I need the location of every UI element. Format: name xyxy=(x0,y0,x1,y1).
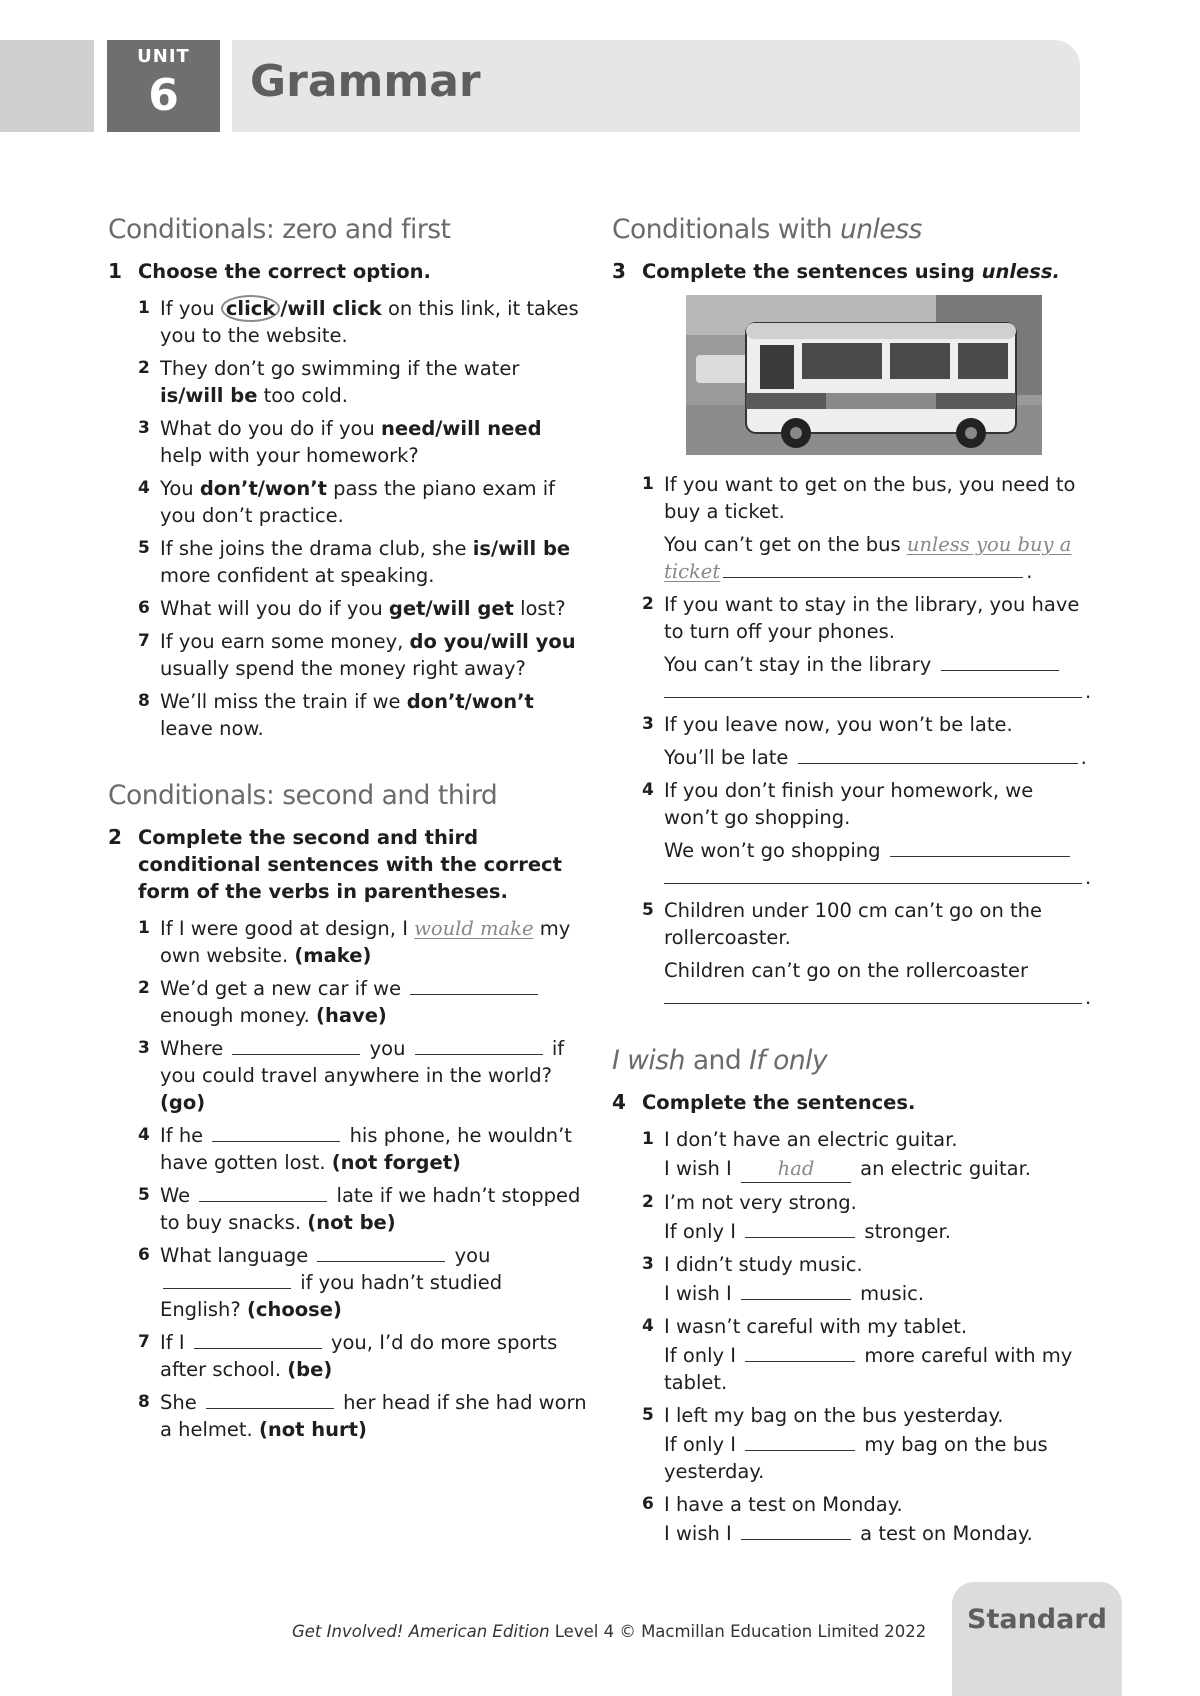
sentence: If you don’t finish your homework, we won’t go shopping. xyxy=(664,779,1034,829)
item-number: 6 xyxy=(138,598,150,618)
item-number: 4 xyxy=(642,1316,654,1336)
list-item xyxy=(108,535,588,589)
text: help with your homework? xyxy=(160,444,419,467)
unit-badge xyxy=(107,40,220,132)
rewrite-line xyxy=(664,1342,1092,1396)
text: Where xyxy=(160,1037,230,1060)
text: We’ll miss the train if we xyxy=(160,690,407,713)
verb-hint: (choose) xyxy=(246,1298,342,1321)
text: stronger. xyxy=(858,1220,951,1243)
text: What language xyxy=(160,1244,315,1267)
left-column xyxy=(108,212,588,1449)
item-text xyxy=(664,711,1092,771)
text: my own website. xyxy=(160,917,571,967)
list-item xyxy=(612,1189,1092,1245)
item-text xyxy=(664,591,1092,705)
level-label: Standard xyxy=(967,1604,1107,1635)
section-title xyxy=(612,1043,1092,1079)
exercise-1-list xyxy=(108,295,588,742)
text: leave now. xyxy=(160,717,264,740)
list-item xyxy=(108,1242,588,1323)
exercise-2-list xyxy=(108,915,588,1443)
bus-photo xyxy=(686,295,1042,455)
list-item xyxy=(108,688,588,742)
unit-label: UNIT xyxy=(137,46,190,67)
item-number: 1 xyxy=(138,918,150,938)
list-item xyxy=(108,475,588,529)
item-number: 6 xyxy=(642,1494,654,1514)
item-number: 4 xyxy=(642,780,654,800)
text: lost? xyxy=(513,597,566,620)
item-number: 2 xyxy=(642,1192,654,1212)
text: If only I xyxy=(664,1433,743,1456)
item-number: 7 xyxy=(138,631,150,651)
rewrite-line: You can’t get on the bus unless you buy a ticket . xyxy=(664,533,1072,583)
rewrite-line: You’ll be late . xyxy=(664,746,1087,769)
item-text xyxy=(160,1242,588,1323)
handwritten-answer[interactable]: would make xyxy=(414,917,534,940)
answer-blank[interactable] xyxy=(664,865,1082,884)
text: music. xyxy=(853,1282,925,1305)
circled-option[interactable]: click xyxy=(221,295,280,322)
list-item xyxy=(612,777,1092,891)
text: If only I xyxy=(664,1220,743,1243)
title-text: and xyxy=(684,1045,750,1076)
rewrite-line xyxy=(664,1155,1092,1183)
text: You can’t stay in the library xyxy=(664,653,938,676)
item-number: 1 xyxy=(642,1129,654,1149)
list-item xyxy=(108,1035,588,1116)
text: my bag on the bus yesterday. xyxy=(664,1433,1048,1483)
answer-blank[interactable] xyxy=(745,1432,855,1451)
list-item xyxy=(612,1251,1092,1307)
answer-blank[interactable] xyxy=(664,679,1082,698)
verb-hint: (not be) xyxy=(307,1211,396,1234)
option[interactable]: don’t/won’t xyxy=(406,690,534,713)
sentence: If you want to get on the bus, you need to buy a ticket. xyxy=(664,473,1076,523)
item-text xyxy=(160,915,588,969)
item-text xyxy=(160,475,588,529)
handwritten-answer[interactable]: had xyxy=(741,1155,851,1183)
text: If I were good at design, I xyxy=(160,917,415,940)
sentence: I wasn’t careful with my tablet. xyxy=(664,1315,968,1338)
verb-hint: (go) xyxy=(160,1091,206,1114)
item-number: 6 xyxy=(138,1245,150,1265)
header-bar xyxy=(232,40,1080,132)
text: We’d get a new car if we xyxy=(160,977,408,1000)
title-emphasis: unless xyxy=(839,214,922,245)
unit-number: 6 xyxy=(148,70,179,121)
answer-blank[interactable] xyxy=(745,1343,855,1362)
page-title: Grammar xyxy=(250,56,481,107)
item-text xyxy=(160,975,588,1029)
sentence: Children under 100 cm can’t go on the rollercoaster. xyxy=(664,899,1043,949)
text: If you earn some money, xyxy=(160,630,410,653)
exercise-4-list xyxy=(612,1126,1092,1547)
exercise-heading xyxy=(612,258,1092,285)
item-text xyxy=(160,415,588,469)
text: if you could travel anywhere in the world? xyxy=(160,1037,565,1087)
sentence: I’m not very strong. xyxy=(664,1191,857,1214)
title-emphasis: If only xyxy=(749,1045,828,1076)
text: If you xyxy=(160,297,221,320)
answer-blank[interactable] xyxy=(741,1521,851,1540)
list-item xyxy=(108,1122,588,1176)
list-item xyxy=(108,1182,588,1236)
list-item xyxy=(108,295,588,349)
text: Complete the sentences using xyxy=(642,260,982,283)
handwritten-answer[interactable]: unless you buy a ticket xyxy=(664,533,1072,583)
answer-blank[interactable] xyxy=(415,1036,543,1055)
text: more confident at speaking. xyxy=(160,564,435,587)
text: I wish I xyxy=(664,1282,738,1305)
bus-illustration xyxy=(686,295,1042,455)
text: We xyxy=(160,1184,197,1207)
item-number: 8 xyxy=(138,1392,150,1412)
text: you xyxy=(448,1244,491,1267)
rewrite-line xyxy=(664,1218,1092,1245)
text: enough money. xyxy=(160,1004,317,1027)
answer-blank[interactable] xyxy=(664,985,1082,1004)
item-text xyxy=(664,1491,1092,1547)
list-item xyxy=(108,415,588,469)
list-item xyxy=(612,1491,1092,1547)
text: his phone, he wouldn’t have gotten lost. xyxy=(160,1124,572,1174)
option[interactable]: get/will get xyxy=(388,597,514,620)
text: Children can’t go on the rollercoaster xyxy=(664,959,1028,982)
text: on this link, it takes you to the website. xyxy=(160,297,579,347)
text: I wish I xyxy=(664,1522,738,1545)
text: more careful with my tablet. xyxy=(664,1344,1073,1394)
item-text xyxy=(664,1313,1092,1396)
list-item xyxy=(108,915,588,969)
text: You can’t get on the bus xyxy=(664,533,907,556)
sentence: I have a test on Monday. xyxy=(664,1493,903,1516)
text: You’ll be late xyxy=(664,746,795,769)
exercise-instruction: Complete the sentences. xyxy=(642,1091,916,1114)
exercise-3-list xyxy=(612,471,1092,1011)
item-text xyxy=(664,897,1092,1011)
item-text xyxy=(160,1389,588,1443)
section-title: Conditionals: zero and first xyxy=(108,214,451,245)
answer-blank[interactable] xyxy=(212,1123,340,1142)
item-number: 2 xyxy=(138,358,150,378)
answer-blank[interactable] xyxy=(199,1183,327,1202)
copyright-text: Level 4 © Macmillan Education Limited 2022 xyxy=(549,1622,927,1641)
item-text xyxy=(160,1122,588,1176)
verb-hint: (be) xyxy=(287,1358,333,1381)
text: She xyxy=(160,1391,203,1414)
exercise-instruction: Complete the second and third conditional sentences with the correct form of the verbs in parentheses. xyxy=(138,826,562,903)
list-item xyxy=(612,1313,1092,1396)
item-text xyxy=(664,1126,1092,1183)
text: If I xyxy=(160,1331,191,1354)
exercise-instruction xyxy=(642,258,1092,285)
text: an electric guitar. xyxy=(853,1157,1031,1180)
option[interactable]: /will click xyxy=(280,297,382,320)
item-number: 5 xyxy=(642,900,654,920)
level-badge xyxy=(952,1582,1122,1696)
option[interactable]: need/will need xyxy=(380,417,542,440)
rewrite-line xyxy=(664,1280,1092,1307)
text: a test on Monday. xyxy=(853,1522,1033,1545)
rewrite-line: You can’t stay in the library . xyxy=(664,653,1092,703)
item-text xyxy=(160,535,588,589)
item-number: 5 xyxy=(138,538,150,558)
item-number: 4 xyxy=(138,478,150,498)
text: usually spend the money right away? xyxy=(160,657,526,680)
item-text xyxy=(160,1035,588,1116)
verb-hint: (make) xyxy=(294,944,372,967)
header-left-block xyxy=(0,40,94,132)
text: You xyxy=(160,477,200,500)
list-item xyxy=(612,1126,1092,1183)
item-number: 3 xyxy=(138,418,150,438)
list-item xyxy=(108,975,588,1029)
item-number: 4 xyxy=(138,1125,150,1145)
item-text xyxy=(160,688,588,742)
item-text xyxy=(160,355,588,409)
item-text xyxy=(160,628,588,682)
item-number: 2 xyxy=(138,978,150,998)
item-text xyxy=(160,295,588,349)
text: If only I xyxy=(664,1344,743,1367)
answer-blank[interactable] xyxy=(890,838,1070,857)
item-number: 3 xyxy=(642,1254,654,1274)
answer-blank[interactable] xyxy=(723,559,1023,578)
list-item xyxy=(108,355,588,409)
text: you, I’d do more sports after school. xyxy=(160,1331,558,1381)
list-item xyxy=(612,711,1092,771)
option[interactable]: don’t/won’t xyxy=(199,477,327,500)
footer-copyright xyxy=(292,1622,926,1641)
text: too cold. xyxy=(257,384,349,407)
answer-blank[interactable] xyxy=(232,1036,360,1055)
sentence: I left my bag on the bus yesterday. xyxy=(664,1404,1004,1427)
section-title: Conditionals: second and third xyxy=(108,780,498,811)
text: What do you do if you xyxy=(160,417,381,440)
emphasis: unless. xyxy=(981,260,1060,283)
item-text xyxy=(160,595,588,622)
answer-blank[interactable] xyxy=(798,745,1078,764)
sentence: I didn’t study music. xyxy=(664,1253,863,1276)
title-text: Conditionals with xyxy=(612,214,840,245)
list-item xyxy=(108,595,588,622)
exercise-number: 3 xyxy=(612,259,626,283)
item-number: 5 xyxy=(138,1185,150,1205)
answer-blank[interactable] xyxy=(163,1270,291,1289)
exercise-number: 4 xyxy=(612,1090,626,1114)
right-column xyxy=(612,212,1092,1553)
sentence: I don’t have an electric guitar. xyxy=(664,1128,958,1151)
answer-blank[interactable] xyxy=(206,1390,334,1409)
exercise-number: 2 xyxy=(108,825,122,849)
sentence: If you want to stay in the library, you have to turn off your phones. xyxy=(664,593,1080,643)
text: you xyxy=(363,1037,412,1060)
section-title xyxy=(612,212,1092,248)
item-text xyxy=(160,1329,588,1383)
book-title: Get Involved! American Edition xyxy=(292,1622,550,1641)
text: her head if she had worn a helmet. xyxy=(160,1391,587,1441)
list-item xyxy=(108,1329,588,1383)
item-number: 7 xyxy=(138,1332,150,1352)
text: If he xyxy=(160,1124,210,1147)
rewrite-line xyxy=(664,1520,1092,1547)
list-item xyxy=(612,897,1092,1011)
exercise-heading xyxy=(612,1089,1092,1116)
answer-blank[interactable] xyxy=(941,652,1059,671)
answer-blank[interactable] xyxy=(317,1243,445,1262)
item-text xyxy=(664,777,1092,891)
item-text xyxy=(664,1189,1092,1245)
text: If she joins the drama club, she xyxy=(160,537,473,560)
text: late if we hadn’t stopped to buy snacks. xyxy=(160,1184,581,1234)
list-item xyxy=(108,1389,588,1443)
list-item xyxy=(108,628,588,682)
option[interactable]: do you/will you xyxy=(409,630,576,653)
text: They don’t go swimming if the water xyxy=(160,357,520,380)
rewrite-line xyxy=(664,1431,1092,1485)
list-item xyxy=(612,1402,1092,1485)
sentence: If you leave now, you won’t be late. xyxy=(664,713,1013,736)
exercise-number: 1 xyxy=(108,259,122,283)
answer-blank[interactable] xyxy=(194,1330,322,1349)
text: pass the piano exam if you don’t practice. xyxy=(160,477,556,527)
option[interactable]: is/will be xyxy=(472,537,571,560)
text: if you hadn’t studied English? xyxy=(160,1271,503,1321)
exercise-heading xyxy=(108,824,588,905)
answer-blank[interactable] xyxy=(741,1281,851,1300)
item-number: 3 xyxy=(642,714,654,734)
verb-hint: (have) xyxy=(316,1004,387,1027)
item-number: 3 xyxy=(138,1038,150,1058)
item-number: 1 xyxy=(138,298,150,318)
item-number: 8 xyxy=(138,691,150,711)
exercise-instruction: Choose the correct option. xyxy=(138,260,431,283)
exercise-heading xyxy=(108,258,588,285)
answer-blank[interactable] xyxy=(410,976,538,995)
item-text xyxy=(664,1402,1092,1485)
title-emphasis: I wish xyxy=(612,1045,685,1076)
item-text xyxy=(664,471,1092,585)
text: I wish I xyxy=(664,1157,738,1180)
text: We won’t go shopping xyxy=(664,839,887,862)
item-text xyxy=(160,1182,588,1236)
answer-blank[interactable] xyxy=(745,1219,855,1238)
rewrite-line: We won’t go shopping . xyxy=(664,839,1092,889)
text: What will you do if you xyxy=(160,597,389,620)
verb-hint: (not forget) xyxy=(331,1151,461,1174)
item-number: 5 xyxy=(642,1405,654,1425)
list-item xyxy=(612,471,1092,585)
item-number: 1 xyxy=(642,474,654,494)
list-item xyxy=(612,591,1092,705)
item-number: 2 xyxy=(642,594,654,614)
option[interactable]: is/will be xyxy=(160,384,258,407)
rewrite-line: Children can’t go on the rollercoaster . xyxy=(664,959,1092,1009)
verb-hint: (not hurt) xyxy=(258,1418,367,1441)
item-text xyxy=(664,1251,1092,1307)
